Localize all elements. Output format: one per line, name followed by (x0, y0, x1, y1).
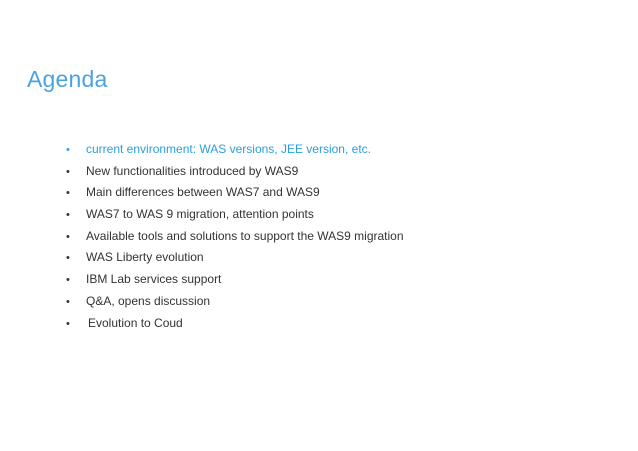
agenda-item-text: Evolution to Coud (88, 315, 183, 330)
agenda-item (66, 206, 404, 228)
agenda-item-text: WAS Liberty evolution (86, 250, 204, 265)
agenda-item (66, 271, 404, 293)
bullet-icon: • (66, 295, 70, 308)
agenda-list (66, 141, 404, 336)
bullet-icon: • (66, 187, 70, 200)
agenda-item (66, 293, 404, 315)
agenda-item (66, 228, 404, 250)
bullet-icon: • (66, 230, 70, 243)
agenda-item (66, 315, 404, 337)
bullet-icon: • (66, 165, 70, 178)
agenda-item-text: Q&A, opens discussion (86, 293, 211, 308)
agenda-item-text: current environment: WAS versions, JEE version, etc. (86, 142, 371, 156)
agenda-item-text: WAS7 to WAS 9 migration, attention points (86, 207, 314, 222)
bullet-icon: • (66, 252, 70, 265)
agenda-item-text: IBM Lab services support (86, 272, 222, 287)
agenda-item-text: New functionalities introduced by WAS9 (86, 163, 299, 178)
slide-title: Agenda (27, 66, 108, 92)
bullet-icon: • (66, 274, 70, 287)
agenda-item-text: Available tools and solutions to support the WAS9 migration (86, 228, 404, 243)
bullet-icon: • (66, 209, 70, 222)
agenda-item (66, 249, 404, 271)
agenda-item (66, 184, 404, 206)
agenda-item (66, 163, 404, 185)
agenda-item-text: Main differences between WAS7 and WAS9 (86, 185, 320, 200)
bullet-icon: • (66, 144, 70, 156)
bullet-icon: • (66, 317, 70, 330)
agenda-item (66, 141, 404, 163)
